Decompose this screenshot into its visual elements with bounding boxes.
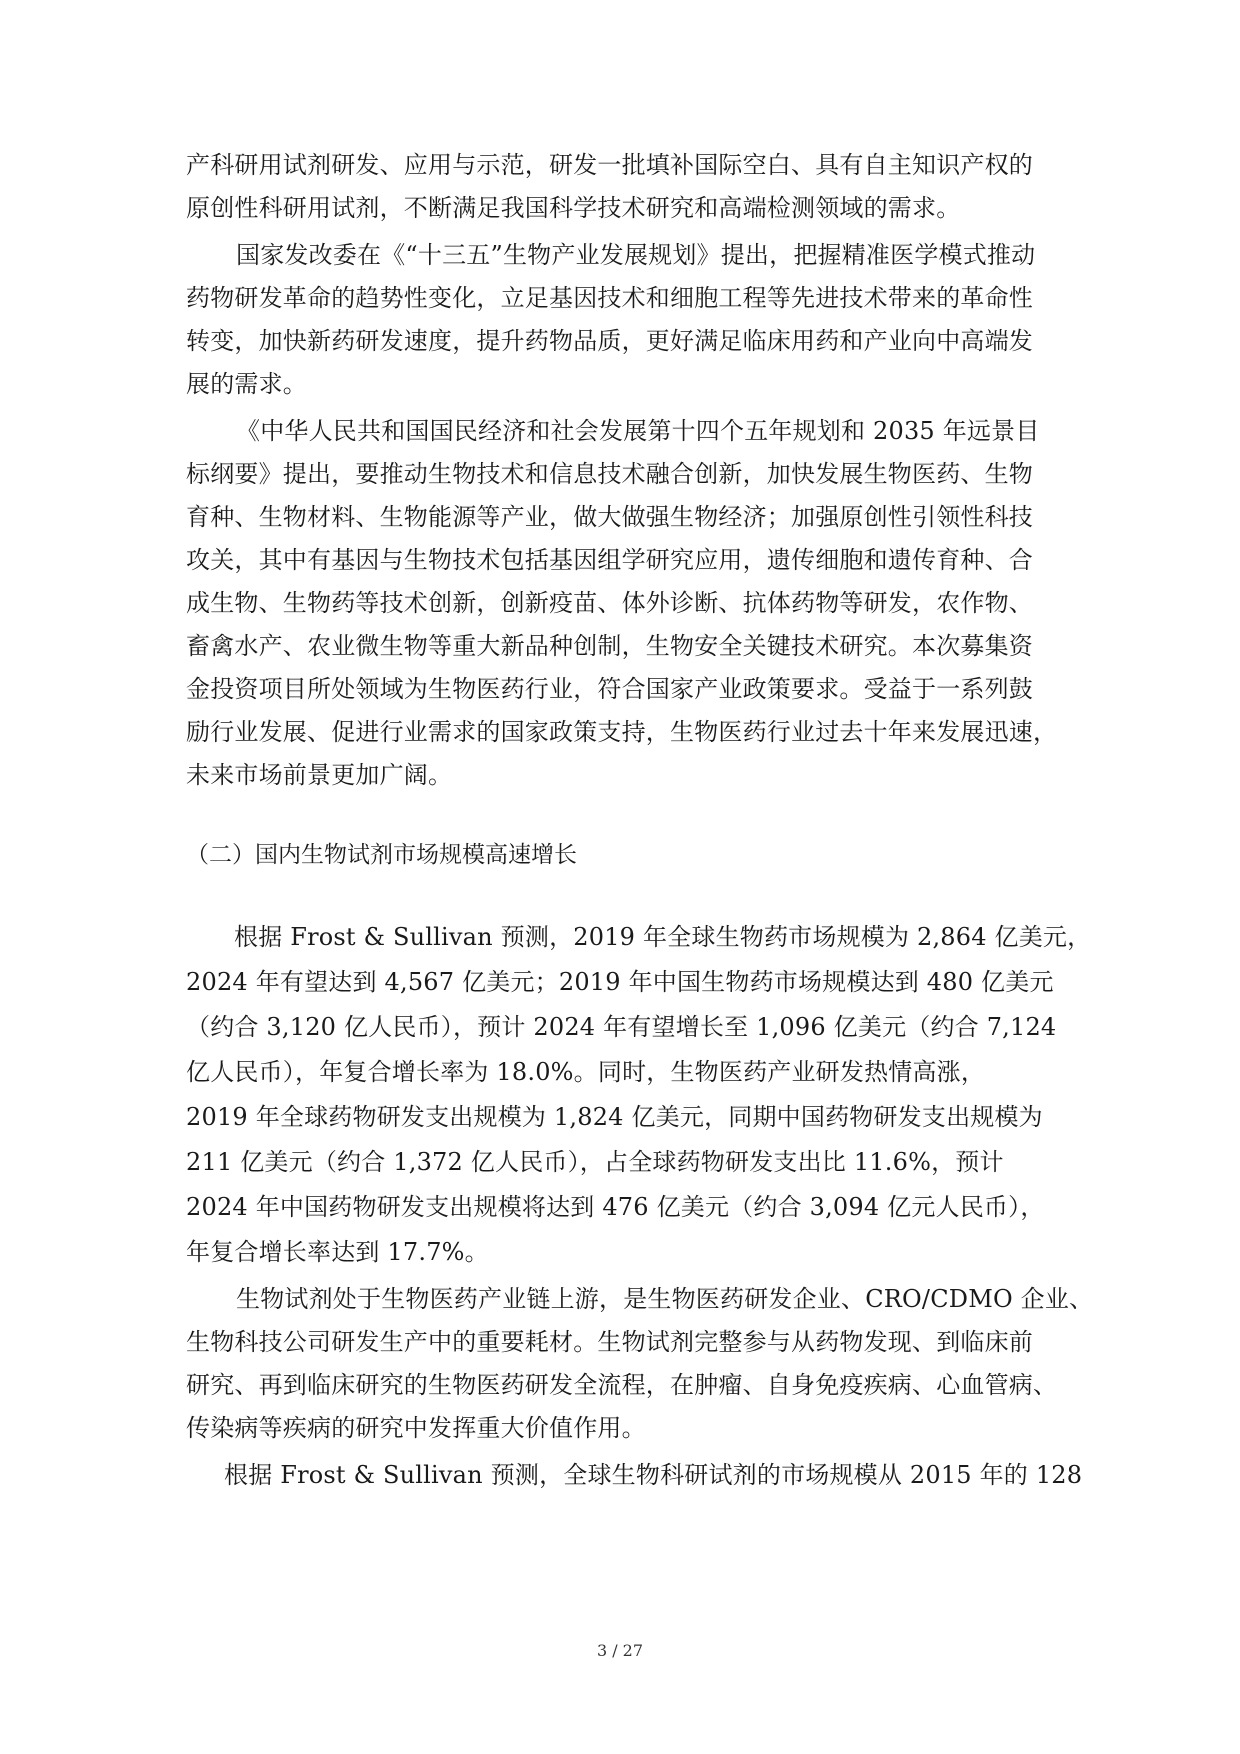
paragraph-line: 根据 Frost & Sullivan 预测，全球生物科研试剂的市场规模从 2015 年的 128 xyxy=(224,1461,1083,1489)
paragraph-line: 亿人民币），年复合增长率为 18.0%。同时，生物医药产业研发热情高涨， xyxy=(186,1058,986,1086)
paragraph-line: 产科研用试剂研发、应用与示范，研发一批填补国际空白、具有自主知识产权的 xyxy=(186,151,1033,179)
paragraph-line: 成生物、生物药等技术创新，创新疫苗、体外诊断、抗体药物等研发，农作物、 xyxy=(186,589,1033,617)
paragraph-line: 传染病等疾病的研究中发挥重大价值作用。 xyxy=(186,1414,646,1442)
paragraph-line: 国家发改委在《“十三五”生物产业发展规划》提出，把握精准医学模式推动 xyxy=(236,241,1036,269)
paragraph-line: 展的需求。 xyxy=(186,370,307,398)
paragraph-line: 标纲要》提出，要推动生物技术和信息技术融合创新，加快发展生物医药、生物 xyxy=(186,460,1033,488)
paragraph-line: 生物科技公司研发生产中的重要耗材。生物试剂完整参与从药物发现、到临床前 xyxy=(186,1328,1033,1356)
paragraph-line: 金投资项目所处领域为生物医药行业，符合国家产业政策要求。受益于一系列鼓 xyxy=(186,675,1033,703)
paragraph-line: 畜禽水产、农业微生物等重大新品种创制，生物安全关键技术研究。本次募集资 xyxy=(186,632,1033,660)
paragraph-line: 2019 年全球药物研发支出规模为 1,824 亿美元，同期中国药物研发支出规模为 xyxy=(186,1103,1043,1131)
paragraph-line: 生物试剂处于生物医药产业链上游，是生物医药研发企业、CRO/CDMO 企业、 xyxy=(236,1285,1094,1313)
paragraph-line: 攻关，其中有基因与生物技术包括基因组学研究应用，遗传细胞和遗传育种、合 xyxy=(186,546,1033,574)
paragraph-line: 211 亿美元（约合 1,372 亿人民币），占全球药物研发支出比 11.6%，预计 xyxy=(186,1148,1004,1176)
paragraph-line: 转变，加快新药研发速度，提升药物品质，更好满足临床用药和产业向中高端发 xyxy=(186,327,1033,355)
section-heading: （二）国内生物试剂市场规模高速增长 xyxy=(186,842,577,868)
paragraph-line: 《中华人民共和国国民经济和社会发展第十四个五年规划和 2035 年远景目 xyxy=(236,417,1040,445)
paragraph-line: 2024 年有望达到 4,567 亿美元；2019 年中国生物药市场规模达到 480 亿美元 xyxy=(186,968,1054,996)
page-number: 3 / 27 xyxy=(596,1641,644,1660)
paragraph-line: 年复合增长率达到 17.7%。 xyxy=(186,1238,489,1266)
paragraph-line: 育种、生物材料、生物能源等产业，做大做强生物经济；加强原创性引领性科技 xyxy=(186,503,1033,531)
paragraph-line: 药物研发革命的趋势性变化，立足基因技术和细胞工程等先进技术带来的革命性 xyxy=(186,284,1033,312)
paragraph-line: 2024 年中国药物研发支出规模将达到 476 亿美元（约合 3,094 亿元人民币）， xyxy=(186,1193,1045,1221)
paragraph-line: （约合 3,120 亿人民币），预计 2024 年有望增长至 1,096 亿美元（约合 7,124 xyxy=(186,1013,1057,1041)
paragraph-line: 根据 Frost & Sullivan 预测，2019 年全球生物药市场规模为 2,864 亿美元， xyxy=(234,923,1092,951)
paragraph-line: 励行业发展、促进行业需求的国家政策支持，生物医药行业过去十年来发展迅速， xyxy=(186,718,1058,746)
paragraph-line: 研究、再到临床研究的生物医药研发全流程，在肿瘤、自身免疫疾病、心血管病、 xyxy=(186,1371,1058,1399)
paragraph-line: 未来市场前景更加广阔。 xyxy=(186,761,453,789)
paragraph-line: 原创性科研用试剂，不断满足我国科学技术研究和高端检测领域的需求。 xyxy=(186,194,961,222)
